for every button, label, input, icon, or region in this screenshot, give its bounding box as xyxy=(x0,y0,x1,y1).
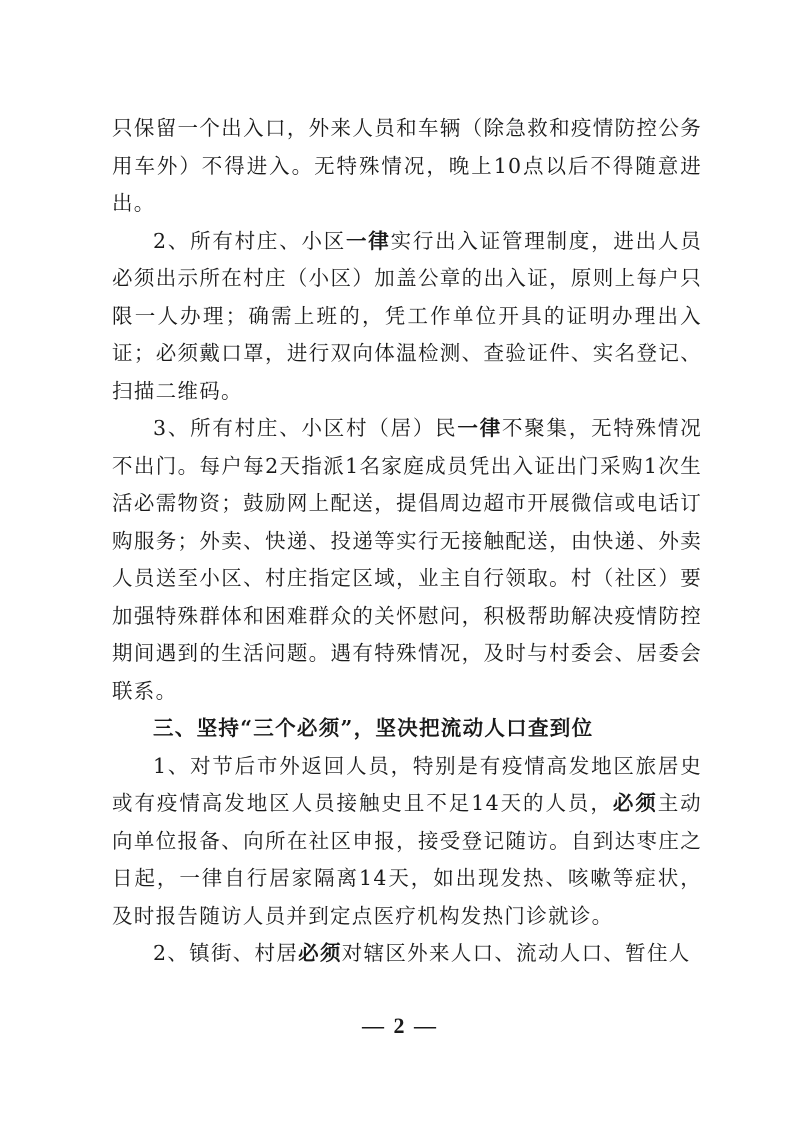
paragraph-item-3 xyxy=(112,410,702,710)
paragraph-text: 1、对节后市外返回人员，特别是有疫情高发地区旅居史或有疫情高发地区人员接触史且不足14天的人员， xyxy=(112,753,702,815)
section-heading: 三、坚持“三个必须”，坚决把流动人口查到位 xyxy=(153,716,594,740)
paragraph-text: 主动向单位报备、向所在社区申报，接受登记随访。自到达枣庄之日起，一律自行居家隔离14天，如出现发热、咳嗽等症状，及时报告随访人员并到定点医疗机构发热门诊就诊。 xyxy=(112,791,702,928)
paragraph-text: 只保留一个出入口，外来人员和车辆（除急救和疫情防控公务用车外）不得进入。无特殊情况，晚上10点以后不得随意进出。 xyxy=(112,116,702,215)
item-number: 3、所有村庄、小区村（居）民 xyxy=(153,416,458,440)
page-number: — 2 — xyxy=(362,1013,438,1038)
document-body xyxy=(112,110,702,973)
keyword-bold: 必须 xyxy=(612,791,658,815)
keyword-bold: 一律 xyxy=(457,416,502,440)
item-number: 2、所有村庄、小区 xyxy=(153,228,347,253)
keyword-bold: 一律 xyxy=(346,228,391,253)
keyword-bold: 必须 xyxy=(298,941,342,965)
paragraph-section3-item-2 xyxy=(112,935,702,973)
paragraph-item-2 xyxy=(112,223,702,411)
paragraph-text: 不聚集，无特殊情况不出门。每户每2天指派1名家庭成员凭出入证出门采购1次生活必需物资；鼓励网上配送，提倡周边超市开展微信或电话订购服务；外卖、快递、投递等实行无接触配送，由快递、外卖人员送至小区、村庄指定区域，业主自行领取。村（社区）要加强特殊群体和困难群众的关怀慰问，积极帮助解决疫情防控期间遇到的生活问题。遇有特殊情况，及时与村委会、居委会联系。 xyxy=(112,416,702,703)
paragraph-text: 对辖区外来人口、流动人口、暂住人 xyxy=(341,941,691,965)
paragraph-text: 实行出入证管理制度，进出人员必须出示所在村庄（小区）加盖公章的出入证，原则上每户只限一人办理；确需上班的，凭工作单位开具的证明办理出入证；必须戴口罩，进行双向体温检测、查验证件、实名登记、扫描二维码。 xyxy=(112,228,702,403)
paragraph-section3-item-1 xyxy=(112,748,702,936)
paragraph-entry-exit xyxy=(112,110,702,223)
paragraph-text: 2、镇街、村居 xyxy=(153,941,299,965)
